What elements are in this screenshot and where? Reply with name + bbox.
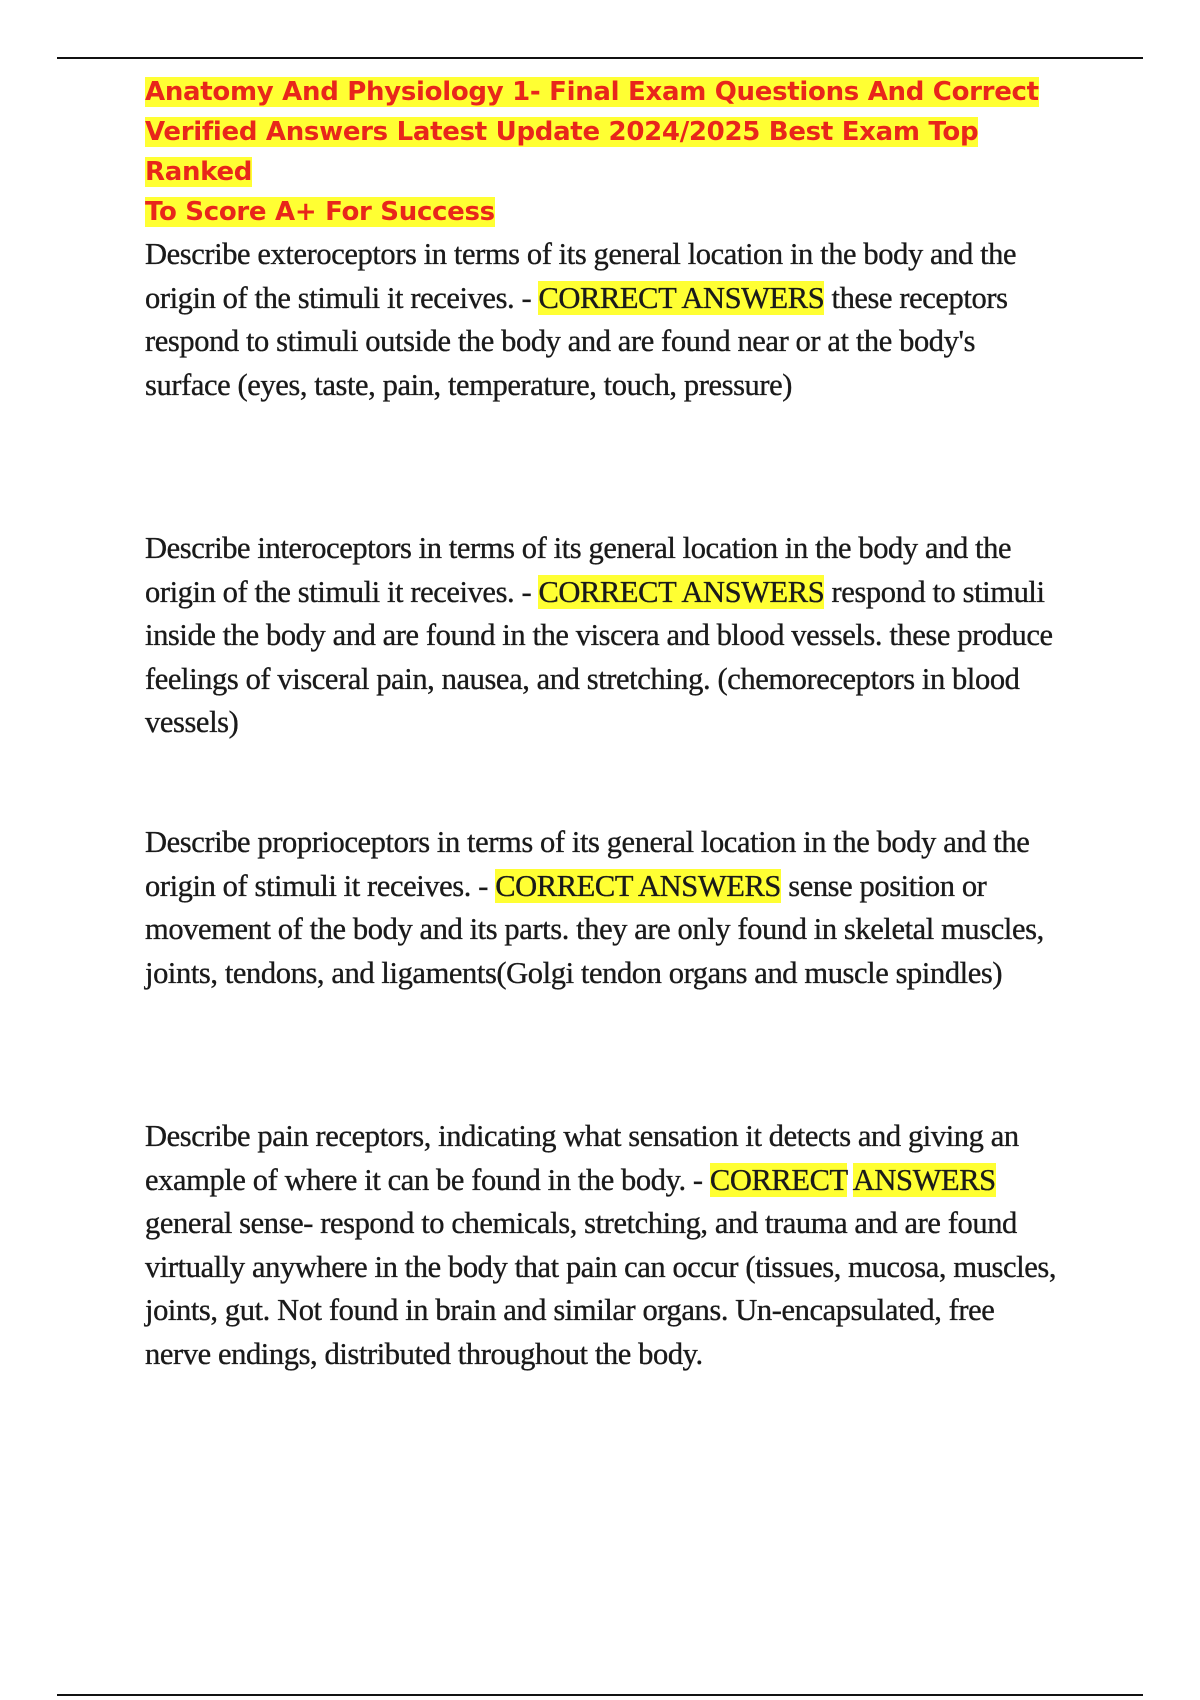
question-text: Describe exteroceptors in terms of its general location in the body and the origin of the stimuli it receives. -	[145, 237, 1017, 315]
qa-item-interoceptors	[145, 527, 1065, 745]
question-text: Describe pain receptors, indicating what sensation it detects and giving an example of where it can be found in the body. -	[145, 1119, 1019, 1197]
question-text: Describe proprioceptors in terms of its general location in the body and the origin of stimuli it receives. -	[145, 825, 1030, 903]
answer-marker-part-2: ANSWERS	[852, 1162, 996, 1197]
answer-text: general sense- respond to chemicals, stretching, and trauma and are found virtually anywhere in the body that pain can occur (tissues, mucosa, muscles, joints, gut. Not found in brain and similar organs. Un-encapsulated, free nerve endings, distributed throughout the body.	[145, 1206, 1057, 1371]
qa-item-proprioceptors	[145, 821, 1065, 995]
title-line-2: Verified Answers Latest Update 2024/2025 Best Exam Top Ranked	[145, 117, 979, 187]
answer-text: sense position or movement of the body and its parts. they are only found in skeletal muscles, joints, tendons, and ligaments(Golgi tendon organs and muscle spindles)	[145, 868, 1044, 990]
answer-text: these receptors respond to stimuli outside the body and are found near or at the body's surface (eyes, taste, pain, temperature, touch, pressure)	[145, 280, 1008, 402]
answer-marker-part-1: CORRECT	[709, 1162, 848, 1197]
top-rule	[57, 57, 1143, 59]
question-text: Describe interoceptors in terms of its general location in the body and the origin of the stimuli it receives. -	[145, 531, 1012, 609]
title-line-1: Anatomy And Physiology 1- Final Exam Questions And Correct	[145, 77, 1039, 107]
qa-item-exteroceptors	[145, 233, 1065, 407]
bottom-rule	[57, 1694, 1143, 1696]
answer-marker: CORRECT ANSWERS	[538, 574, 825, 609]
title-line-3: To Score A+ For Success	[145, 197, 495, 227]
answer-marker: CORRECT ANSWERS	[495, 868, 781, 903]
answer-text: respond to stimuli inside the body and are found in the viscera and blood vessels. these produce feelings of visceral pain, nausea, and stretching. (chemoreceptors in blood vessels)	[145, 574, 1053, 739]
answer-marker: CORRECT ANSWERS	[538, 280, 825, 315]
document-title	[145, 72, 1065, 232]
qa-item-pain-receptors	[145, 1115, 1065, 1376]
